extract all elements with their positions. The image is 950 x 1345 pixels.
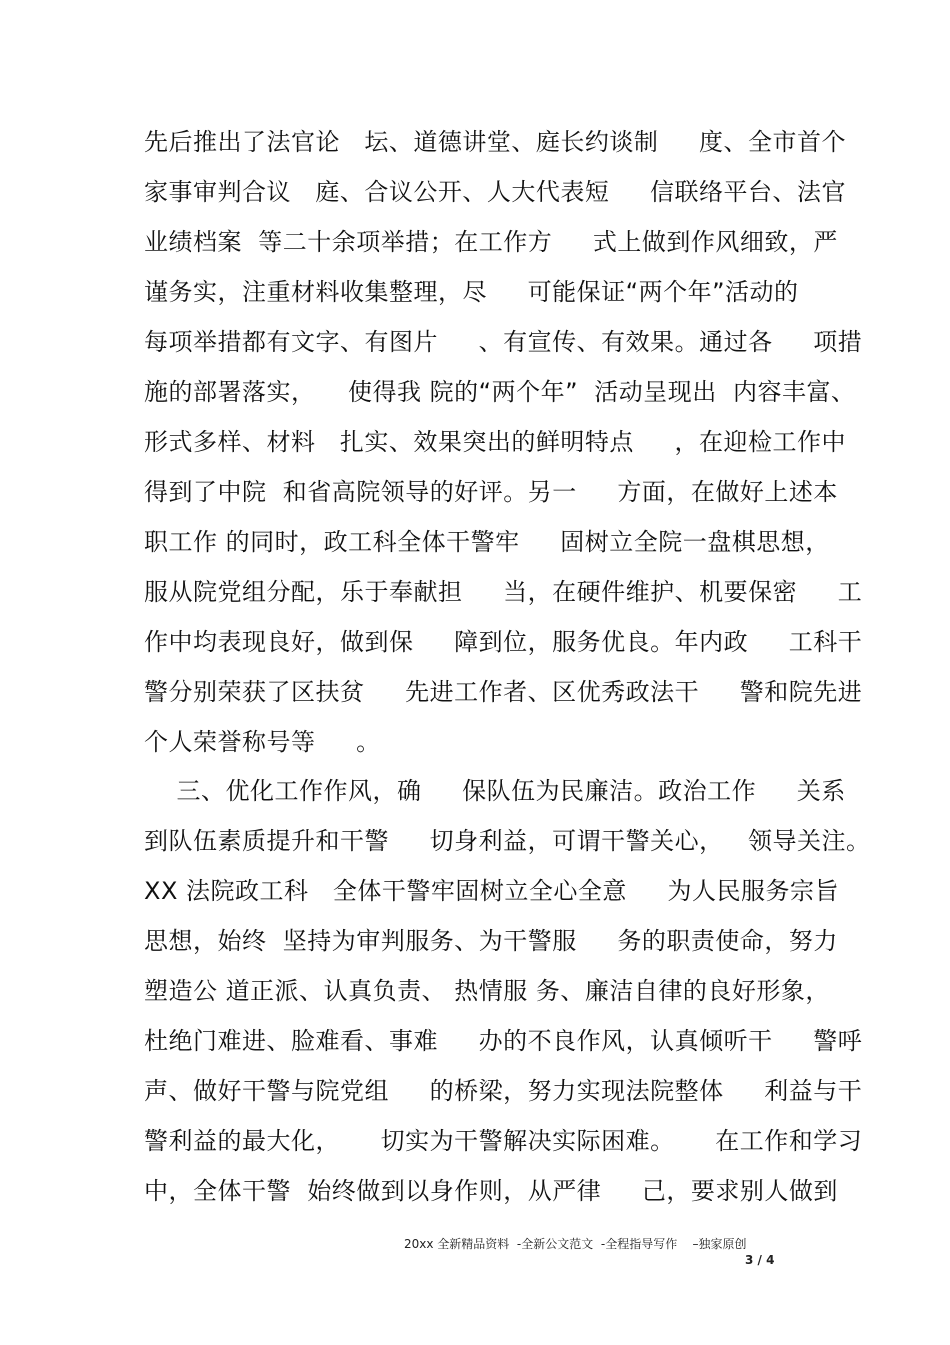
- text-line: 到队伍素质提升和干警 切身利益，可谓干警关心， 领导关注。: [144, 827, 871, 855]
- page-footer: 20xx 全新精品资料 -全新公文范文 -全程指导写作 –独家原创: [404, 1237, 747, 1251]
- text-line: 声、做好干警与院党组 的桥梁，努力实现法院整体 利益与干: [144, 1077, 863, 1105]
- text-line: XX 法院政工科 全体干警牢固树立全心全意 为人民服务宗旨: [144, 877, 840, 905]
- text-line: 作中均表现良好，做到保 障到位，服务优良。年内政 工科干: [144, 628, 863, 656]
- text-line: 施的部署落实， 使得我 院的“两个年” 活动呈现出 内容丰富、: [144, 378, 856, 406]
- text-line: 中，全体干警 始终做到以身作则，从严律 己，要求别人做到: [144, 1177, 838, 1205]
- text-line: 形式多样、材料 扎实、效果突出的鲜明特点 ，在迎检工作中: [144, 428, 847, 456]
- page-number: 3 / 4: [745, 1253, 775, 1267]
- paragraph-start-line: 三、优化工作作风，确 保队伍为民廉洁。政治工作 关系: [144, 777, 846, 805]
- text-line: 职工作 的同时，政工科全体干警牢 固树立全院一盘棋思想，: [144, 528, 830, 556]
- text-line: 谨务实，注重材料收集整理，尽 可能保证“两个年”活动的: [144, 278, 799, 306]
- text-line: 先后推出了法官论 坛、道德讲堂、庭长约谈制 度、全市首个: [144, 128, 847, 156]
- text-line: 警分别荣获了区扶贫 先进工作者、区优秀政法干 警和院先进: [144, 678, 863, 706]
- text-line: 家事审判合议 庭、合议公开、人大代表短 信联络平台、法官: [144, 178, 847, 206]
- text-line: 得到了中院 和省高院领导的好评。另一 方面，在做好上述本: [144, 478, 838, 506]
- text-line: 塑造公 道正派、认真负责、 热情服 务、廉洁自律的良好形象，: [144, 977, 830, 1005]
- text-line: 每项举措都有文字、有图片 、有宣传、有效果。通过各 项措: [144, 328, 863, 356]
- text-line: 个人荣誉称号等 。: [144, 728, 381, 756]
- text-line: 警利益的最大化， 切实为干警解决实际困难。 在工作和学习: [144, 1127, 863, 1155]
- text-line: 杜绝门难进、脸难看、事难 办的不良作风，认真倾听干 警呼: [144, 1027, 863, 1055]
- text-line: 服从院党组分配，乐于奉献担 当，在硬件维护、机要保密 工: [144, 578, 863, 606]
- text-line: 业绩档案 等二十余项举措；在工作方 式上做到作风细致，严: [144, 228, 838, 256]
- text-line: 思想，始终 坚持为审判服务、为干警服 务的职责使命，努力: [144, 927, 838, 955]
